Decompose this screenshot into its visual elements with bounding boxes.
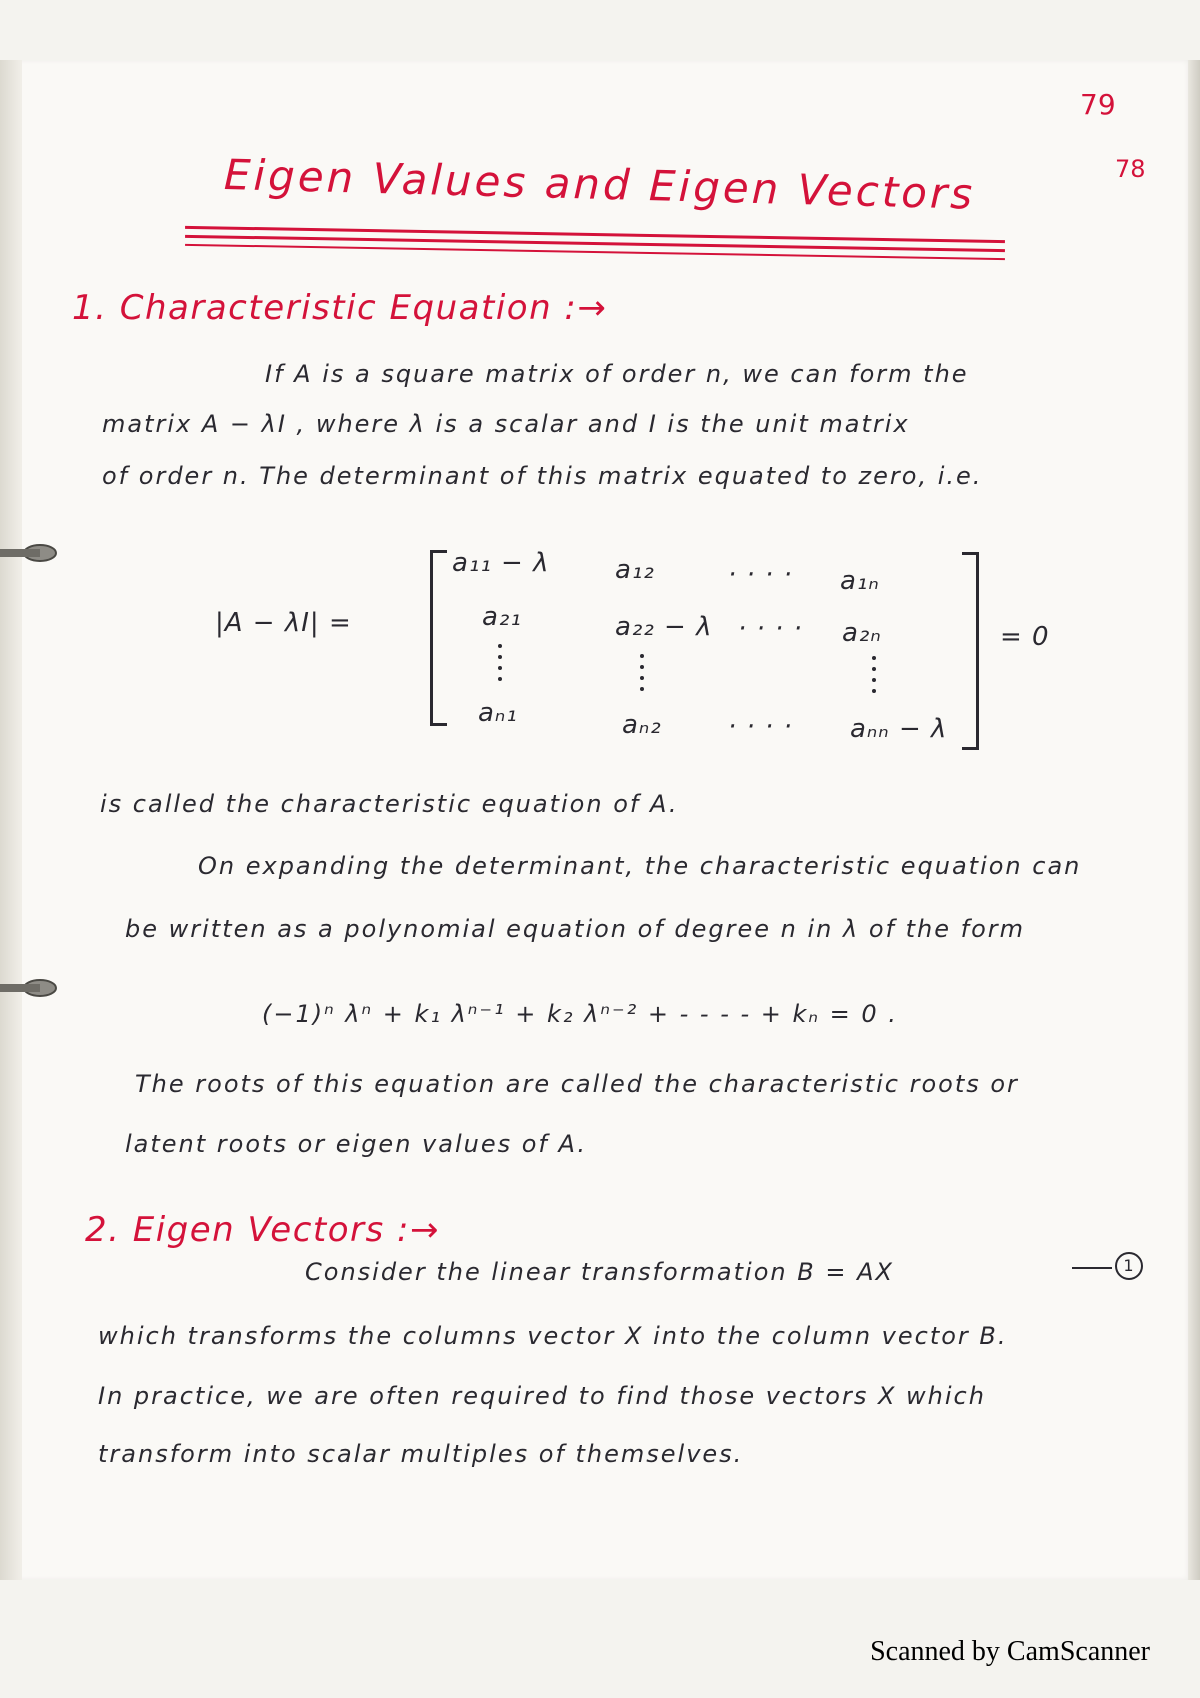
body-line: is called the characteristic equation of A. <box>100 790 679 818</box>
page-edge <box>1188 60 1200 1580</box>
section-heading-characteristic-equation: 1. Characteristic Equation :→ <box>72 288 608 328</box>
matrix-cell: · · · · <box>728 712 793 742</box>
matrix-cell: aₙ₂ <box>622 710 662 740</box>
page-number-79: 79 <box>1080 88 1116 121</box>
matrix-vertical-dots <box>872 656 876 700</box>
equation-tag <box>1115 1252 1143 1280</box>
matrix-vertical-dots <box>498 644 502 688</box>
page-number-78: 78 <box>1115 155 1146 183</box>
binder-ring-icon <box>0 975 62 1001</box>
matrix-vertical-dots <box>640 654 644 698</box>
body-line: The roots of this equation are called the characteristic roots or <box>135 1070 1019 1098</box>
matrix-cell: a₂₁ <box>482 602 522 632</box>
body-line: In practice, we are often required to find those vectors X which <box>98 1382 986 1410</box>
matrix-cell: a₁₂ <box>615 555 655 585</box>
equation-tag-line <box>1072 1267 1112 1269</box>
body-line: of order n. The determinant of this matrix equated to zero, i.e. <box>102 462 983 490</box>
matrix-cell: · · · · <box>728 560 793 590</box>
equation-rhs: = 0 <box>1000 622 1050 652</box>
scanner-watermark: Scanned by CamScanner <box>870 1636 1150 1667</box>
matrix-right-bracket <box>962 552 979 750</box>
polynomial-equation: (−1)ⁿ λⁿ + k₁ λⁿ⁻¹ + k₂ λⁿ⁻² + - - - - + kₙ = 0 . <box>262 1000 898 1028</box>
matrix-cell: aₙₙ − λ <box>850 714 948 744</box>
matrix-cell: a₂₂ − λ <box>615 612 713 642</box>
binder-margin <box>0 60 22 1580</box>
body-line: Consider the linear transformation B = AX <box>305 1258 894 1286</box>
body-line: be written as a polynomial equation of degree n in λ of the form <box>125 915 1026 943</box>
equation-lhs: |A − λI| = <box>215 608 352 638</box>
matrix-cell: aₙ₁ <box>478 698 518 728</box>
matrix-left-bracket <box>430 550 447 726</box>
equation-number-badge: 1 <box>1115 1252 1143 1280</box>
body-line: matrix A − λI , where λ is a scalar and I is the unit matrix <box>102 410 910 438</box>
matrix-cell: a₂ₙ <box>842 618 882 648</box>
page-title: Eigen Values and Eigen Vectors <box>223 150 976 219</box>
matrix-cell: · · · · <box>738 614 803 644</box>
section-heading-eigen-vectors: 2. Eigen Vectors :→ <box>85 1210 440 1250</box>
matrix-cell: a₁₁ − λ <box>452 548 550 578</box>
body-line: transform into scalar multiples of themselves. <box>98 1440 744 1468</box>
body-line: which transforms the columns vector X into the column vector B. <box>98 1322 1008 1350</box>
matrix-cell: a₁ₙ <box>840 566 880 596</box>
binder-ring-icon <box>0 540 62 566</box>
body-line: If A is a square matrix of order n, we can form the <box>265 360 969 388</box>
body-line: latent roots or eigen values of A. <box>125 1130 587 1158</box>
body-line: On expanding the determinant, the characteristic equation can <box>198 852 1082 880</box>
